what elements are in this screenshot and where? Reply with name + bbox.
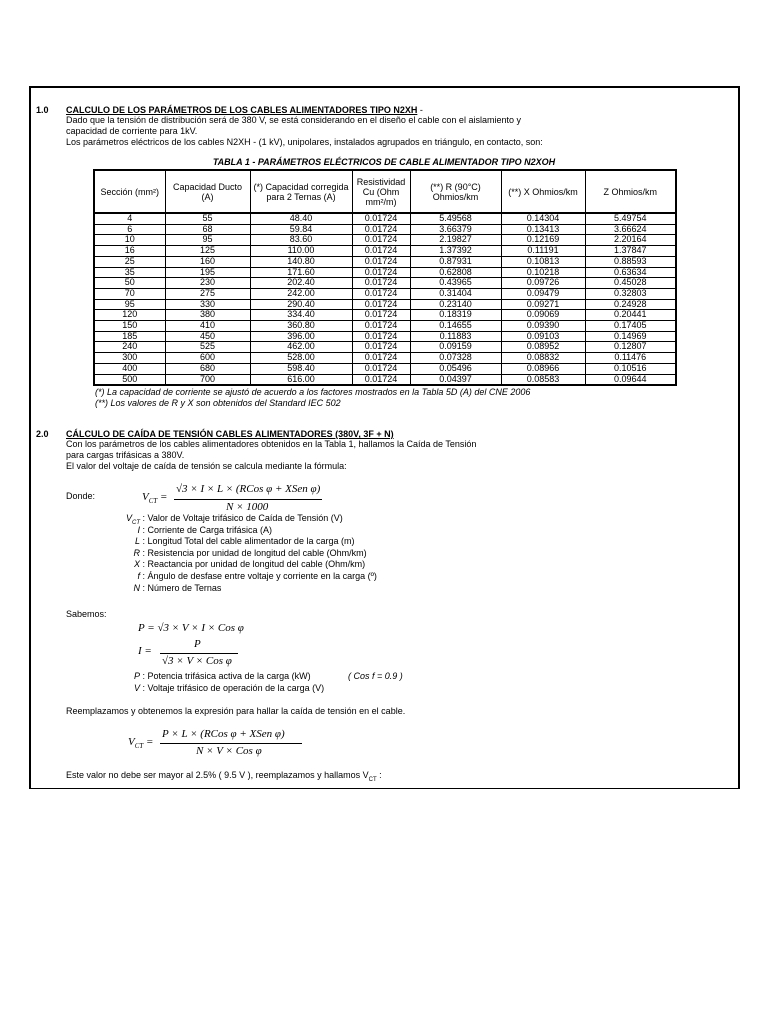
table-cell: 230	[165, 278, 250, 289]
table-cell: 528.00	[250, 353, 352, 364]
table-cell: 0.20441	[585, 310, 676, 321]
table-cell: 0.01724	[352, 321, 410, 332]
table-cell: 0.09479	[501, 288, 585, 299]
table-cell: 462.00	[250, 342, 352, 353]
table-cell: 70	[94, 288, 165, 299]
table-cell: 0.01724	[352, 331, 410, 342]
table-cell: 125	[165, 246, 250, 257]
table-cell: 334.40	[250, 310, 352, 321]
section1-paragraph-2: capacidad de corriente para 1kV.	[66, 126, 198, 136]
table-cell: 1.37847	[585, 246, 676, 257]
table-cell: 0.63634	[585, 267, 676, 278]
table-cell: 0.09271	[501, 299, 585, 310]
table-cell: 171.60	[250, 267, 352, 278]
table-body	[94, 213, 676, 385]
table-cell: 450	[165, 331, 250, 342]
table-cell: 0.01724	[352, 299, 410, 310]
table-cell: 0.01724	[352, 246, 410, 257]
table-cell: 0.01724	[352, 256, 410, 267]
table-row	[94, 363, 676, 374]
table-cell: 48.40	[250, 213, 352, 224]
formula4-numerator: P × L × (RCos φ + XSen φ)	[162, 728, 285, 740]
table-cell: 0.14655	[410, 321, 501, 332]
section1-number: 1.0	[36, 105, 49, 115]
table-cell: 0.08952	[501, 342, 585, 353]
table-cell: 0.09159	[410, 342, 501, 353]
table-cell: 700	[165, 374, 250, 385]
section2-number: 2.0	[36, 429, 49, 439]
table-cell: 0.11476	[585, 353, 676, 364]
table-cell: 95	[94, 299, 165, 310]
table-cell: 10	[94, 235, 165, 246]
definition-text: : Longitud Total del cable alimentador de la carga (m)	[140, 536, 355, 547]
table-cell: 0.01724	[352, 213, 410, 224]
formula3-lhs: I =	[138, 645, 152, 657]
formula3-denominator: √3 × V × Cos φ	[162, 655, 232, 667]
table-note-1: (*) La capacidad de corriente se ajustó de acuerdo a los factores mostrados en la Tabla 5D (A) del CNE 2006	[95, 387, 531, 397]
table-cell: 360.80	[250, 321, 352, 332]
table-note-2: (**) Los valores de R y X son obtenidos del Standard IEC 502	[95, 398, 341, 408]
table-cell: 0.08583	[501, 374, 585, 385]
formula4-denominator: N × V × Cos φ	[196, 745, 262, 757]
table-cell: 0.04397	[410, 374, 501, 385]
table-cell: 202.40	[250, 278, 352, 289]
formula2-power: P = √3 × V × I × Cos φ	[138, 622, 244, 634]
section2-paragraph-5	[66, 770, 382, 786]
paragraph-5-text: Este valor no debe ser mayor al 2.5% ( 9.5 V ), reemplazamos y hallamos V	[66, 770, 369, 780]
formula4-lhs-symbol: V	[128, 736, 135, 748]
cos-note: ( Cos f = 0.9 )	[348, 671, 403, 681]
table-cell: 0.11191	[501, 246, 585, 257]
definition-text: : Potencia trifásica activa de la carga (kW)	[140, 671, 311, 681]
definition-item	[96, 559, 365, 570]
section1-paragraph-1: Dado que la tensión de distribución será de 380 V, se está considerando en el diseño el cable con el aislamiento y	[66, 115, 521, 125]
formula1-fraction-line	[174, 499, 322, 500]
table-row	[94, 213, 676, 224]
table-cell: 0.01724	[352, 288, 410, 299]
table-cell: 0.32803	[585, 288, 676, 299]
formula4-lhs: $V_{CT}$ =	[128, 736, 154, 751]
table-header-row	[94, 170, 676, 213]
table-cell: 16	[94, 246, 165, 257]
formula1-lhs-symbol: V	[142, 491, 149, 503]
definition-text: : Resistencia por unidad de longitud del cable (Ohm/km)	[140, 547, 367, 558]
table-cell: 330	[165, 299, 250, 310]
table-row	[94, 331, 676, 342]
table-cell: 300	[94, 353, 165, 364]
definition-symbol: $V_{CT}$	[125, 513, 140, 526]
table-cell: 240	[94, 342, 165, 353]
table-cell: 3.66624	[585, 224, 676, 235]
table-cell: 0.10516	[585, 363, 676, 374]
table-cell: 0.01724	[352, 342, 410, 353]
definition-text: : Voltaje trifásico de operación de la carga (V)	[140, 683, 325, 693]
table-cell: 0.08966	[501, 363, 585, 374]
table-header-cell: (*) Capacidad corregida para 2 Ternas (A)	[250, 170, 352, 213]
definition-text: : Valor de Voltaje trifásico de Caída de Tensión (V)	[140, 513, 343, 523]
table-cell: 0.88593	[585, 256, 676, 267]
table-cell: 0.12807	[585, 342, 676, 353]
table-cell: 0.09726	[501, 278, 585, 289]
table-cell: 400	[94, 363, 165, 374]
table-cell: 150	[94, 321, 165, 332]
table-cell: 95	[165, 235, 250, 246]
table-cell: 680	[165, 363, 250, 374]
table-cell: 1.37392	[410, 246, 501, 257]
formula3-numerator: P	[194, 638, 201, 650]
definition-symbol: V	[133, 683, 140, 693]
definition-symbol: L	[134, 536, 140, 547]
definition-item	[96, 671, 311, 682]
table-header-cell: Resistividad Cu (Ohm mm²/m)	[352, 170, 410, 213]
paragraph-5-suffix: :	[376, 770, 382, 780]
table-row	[94, 267, 676, 278]
table-cell: 0.13413	[501, 224, 585, 235]
table-header-cell: (**) R (90°C) Ohmios/km	[410, 170, 501, 213]
table-cell: 0.10218	[501, 267, 585, 278]
table-cell: 0.05496	[410, 363, 501, 374]
definition-text: : Ángulo de desfase entre voltaje y corriente en la carga (º)	[140, 571, 377, 581]
definition-text: : Corriente de Carga trifásica (A)	[140, 524, 273, 535]
table-cell: 500	[94, 374, 165, 385]
definition-symbol: R	[133, 547, 140, 558]
table-cell: 0.31404	[410, 288, 501, 299]
table-cell: 0.01724	[352, 310, 410, 321]
table-cell: 525	[165, 342, 250, 353]
definition-symbol: I	[137, 524, 140, 535]
table-row	[94, 288, 676, 299]
cable-parameters-table	[93, 169, 677, 386]
table-cell: 600	[165, 353, 250, 364]
table-row	[94, 278, 676, 289]
table-cell: 380	[165, 310, 250, 321]
table-row	[94, 321, 676, 332]
definition-text: : Reactancia por unidad de longitud del cable (Ohm/km)	[140, 559, 366, 570]
table-cell: 2.19827	[410, 235, 501, 246]
table-cell: 0.01724	[352, 235, 410, 246]
table-cell: 6	[94, 224, 165, 235]
formula4-lhs-sub: CT	[134, 742, 144, 751]
table-cell: 0.14304	[501, 213, 585, 224]
formula1-numerator: √3 × I × L × (RCos φ + XSen φ)	[176, 483, 321, 495]
table-cell: 242.00	[250, 288, 352, 299]
table-cell: 0.01724	[352, 267, 410, 278]
table-cell: 0.24928	[585, 299, 676, 310]
paragraph-5-sub: CT	[368, 776, 377, 783]
table-cell: 140.80	[250, 256, 352, 267]
table-cell: 4	[94, 213, 165, 224]
table-cell: 0.17405	[585, 321, 676, 332]
table-cell: 35	[94, 267, 165, 278]
section2-paragraph-2: para cargas trifásicas a 380V.	[66, 450, 185, 460]
section2-title: CÁLCULO DE CAÍDA DE TENSIÓN CABLES ALIMENTADORES (380V, 3F + N)	[66, 429, 394, 439]
table-row	[94, 246, 676, 257]
table-cell: 195	[165, 267, 250, 278]
table-cell: 83.60	[250, 235, 352, 246]
table-cell: 0.14969	[585, 331, 676, 342]
section2-paragraph-4: Reemplazamos y obtenemos la expresión para hallar la caída de tensión en el cable.	[66, 706, 406, 716]
table-cell: 0.23140	[410, 299, 501, 310]
table-cell: 0.18319	[410, 310, 501, 321]
table-caption: TABLA 1 - PARÁMETROS ELÉCTRICOS DE CABLE ALIMENTADOR TIPO N2XOH	[212, 157, 556, 167]
table-cell: 25	[94, 256, 165, 267]
table-cell: 396.00	[250, 331, 352, 342]
table-cell: 290.40	[250, 299, 352, 310]
definition-symbol: P	[133, 671, 140, 681]
table-cell: 0.01724	[352, 363, 410, 374]
table-cell: 0.01724	[352, 374, 410, 385]
table-row	[94, 256, 676, 267]
definition-item	[96, 525, 272, 536]
table-cell: 0.43965	[410, 278, 501, 289]
formula1-lhs-sub: CT	[148, 497, 158, 506]
table-cell: 59.84	[250, 224, 352, 235]
table-cell: 50	[94, 278, 165, 289]
definition-item	[96, 571, 377, 582]
formula1-lhs: $V_{CT}$ =	[142, 491, 168, 506]
table-row	[94, 353, 676, 364]
table-cell: 616.00	[250, 374, 352, 385]
table-cell: 410	[165, 321, 250, 332]
definition-item	[96, 583, 221, 594]
formula1-denominator: N × 1000	[226, 501, 269, 513]
table-header-cell: Capacidad Ducto (A)	[165, 170, 250, 213]
table-cell: 0.12169	[501, 235, 585, 246]
table-cell: 0.09103	[501, 331, 585, 342]
table-cell: 0.01724	[352, 353, 410, 364]
table-cell: 0.45028	[585, 278, 676, 289]
table-header-cell: Sección (mm²)	[94, 170, 165, 213]
definition-symbol: X	[133, 559, 140, 570]
table-cell: 55	[165, 213, 250, 224]
table-cell: 0.10813	[501, 256, 585, 267]
definition-item	[96, 683, 324, 694]
table-cell: 598.40	[250, 363, 352, 374]
table-cell: 160	[165, 256, 250, 267]
table-row	[94, 299, 676, 310]
table-cell: 275	[165, 288, 250, 299]
formula3-fraction-line	[160, 653, 238, 654]
donde-label: Donde:	[66, 491, 96, 501]
table-cell: 0.08832	[501, 353, 585, 364]
section2-paragraph-3: El valor del voltaje de caída de tensión se calcula mediante la fórmula:	[66, 461, 347, 471]
table-cell: 0.01724	[352, 278, 410, 289]
table-cell: 0.62808	[410, 267, 501, 278]
table-cell: 2.20164	[585, 235, 676, 246]
table-cell: 0.01724	[352, 224, 410, 235]
section1-title-suffix: -	[417, 105, 423, 115]
section2-paragraph-1: Con los parámetros de los cables alimentadores obtenidos en la Tabla 1, hallamos la Caída de Tensión	[66, 439, 477, 449]
table-header-cell: (**) X Ohmios/km	[501, 170, 585, 213]
table-cell: 68	[165, 224, 250, 235]
table-cell: 185	[94, 331, 165, 342]
table-cell: 5.49754	[585, 213, 676, 224]
definition-item	[96, 548, 367, 559]
definition-text: : Número de Ternas	[140, 582, 222, 593]
table-cell: 110.00	[250, 246, 352, 257]
table-cell: 0.09644	[585, 374, 676, 385]
table-row	[94, 235, 676, 246]
table-cell: 0.11883	[410, 331, 501, 342]
table-cell: 5.49568	[410, 213, 501, 224]
table-row	[94, 224, 676, 235]
section1-title: CALCULO DE LOS PARÁMETROS DE LOS CABLES ALIMENTADORES TIPO N2XH	[66, 105, 418, 115]
definition-symbol: f	[137, 571, 140, 581]
table-cell: 3.66379	[410, 224, 501, 235]
sabemos-label: Sabemos:	[66, 609, 107, 619]
table-cell: 0.07328	[410, 353, 501, 364]
definition-item	[96, 536, 354, 547]
table-header-cell: Z Ohmios/km	[585, 170, 676, 213]
table-cell: 0.87931	[410, 256, 501, 267]
table-row	[94, 310, 676, 321]
definition-symbol: N	[133, 582, 140, 593]
table-cell: 0.09069	[501, 310, 585, 321]
table-cell: 120	[94, 310, 165, 321]
table-row	[94, 374, 676, 385]
table-cell: 0.09390	[501, 321, 585, 332]
section1-paragraph-3: Los parámetros eléctricos de los cables N2XH - (1 kV), unipolares, instalados agrupados en triángulo, en contacto, son:	[66, 137, 543, 147]
formula4-fraction-line	[160, 743, 302, 744]
table-row	[94, 342, 676, 353]
